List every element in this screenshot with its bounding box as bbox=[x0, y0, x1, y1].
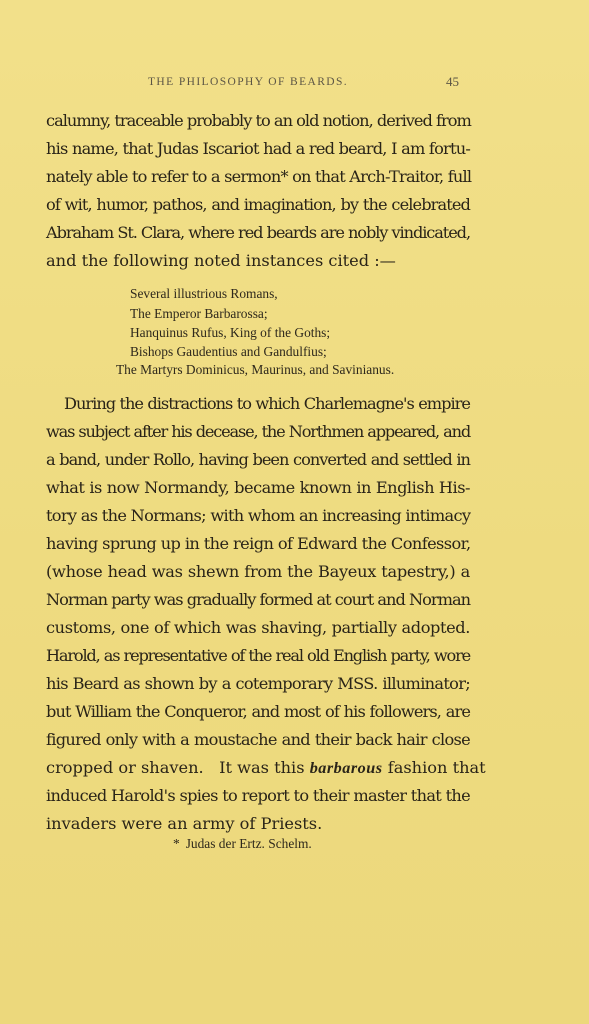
quotation-line: The Martyrs Dominicus, Maurinus, and Savinianus. bbox=[116, 362, 395, 377]
text-segment: fashion that bbox=[387, 758, 486, 777]
text-line bbox=[46, 754, 486, 782]
text-line: of wit, humor, pathos, and imagination, by the celebrated bbox=[46, 195, 470, 214]
text-segment: cropped or shaven. bbox=[46, 758, 204, 777]
text-line: Harold, as representative of the real old English party, wore bbox=[46, 646, 470, 665]
text-line: but William the Conqueror, and most of his followers, are bbox=[46, 702, 470, 721]
quotation-line: Hanquinus Rufus, King of the Goths; bbox=[130, 325, 331, 340]
text-line: having sprung up in the reign of Edward the Confessor, bbox=[46, 534, 471, 553]
running-head bbox=[0, 74, 589, 94]
text-line: induced Harold's spies to report to their master that the bbox=[46, 786, 470, 805]
text-line: tory as the Normans; with whom an increasing intimacy bbox=[46, 506, 471, 525]
running-title: THE PHILOSOPHY OF BEARDS. bbox=[148, 76, 349, 88]
text-line: invaders were an army of Priests. bbox=[46, 814, 323, 833]
text-line: a band, under Rollo, having been converted and settled in bbox=[46, 450, 470, 469]
text-line: and the following noted instances cited :— bbox=[46, 251, 396, 270]
italic-word: barbarous bbox=[309, 759, 383, 777]
text-segment: It was this bbox=[219, 758, 305, 777]
text-line: (whose head was shewn from the Bayeux tapestry,) a bbox=[46, 562, 470, 581]
text-line: figured only with a moustache and their back hair close bbox=[46, 730, 470, 749]
page-number: 45 bbox=[446, 74, 459, 89]
text-line: what is now Normandy, became known in English His- bbox=[46, 478, 470, 497]
footnote-mark: * bbox=[173, 836, 180, 851]
text-line: calumny, traceable probably to an old notion, derived from bbox=[46, 111, 471, 130]
text-line: nately able to refer to a sermon* on that Arch-Traitor, full bbox=[46, 167, 472, 186]
text-line: his Beard as shown by a cotemporary MSS. illuminator; bbox=[46, 674, 470, 693]
text-line: was subject after his decease, the Northmen appeared, and bbox=[46, 422, 470, 441]
text-line: Norman party was gradually formed at court and Norman bbox=[46, 590, 471, 609]
footnote bbox=[173, 835, 312, 853]
text-line: his name, that Judas Iscariot had a red beard, I am fortu- bbox=[46, 139, 470, 158]
quotation-line: Bishops Gaudentius and Gandulfius; bbox=[130, 344, 327, 359]
text-line: During the distractions to which Charlemagne's empire bbox=[64, 394, 470, 413]
text-line: customs, one of which was shaving, partially adopted. bbox=[46, 618, 470, 637]
quotation-line: Several illustrious Romans, bbox=[130, 286, 278, 301]
footnote-text: Judas der Ertz. Schelm. bbox=[185, 836, 312, 851]
quotation-line: The Emperor Barbarossa; bbox=[130, 306, 268, 321]
text-line: Abraham St. Clara, where red beards are nobly vindicated, bbox=[46, 223, 470, 242]
